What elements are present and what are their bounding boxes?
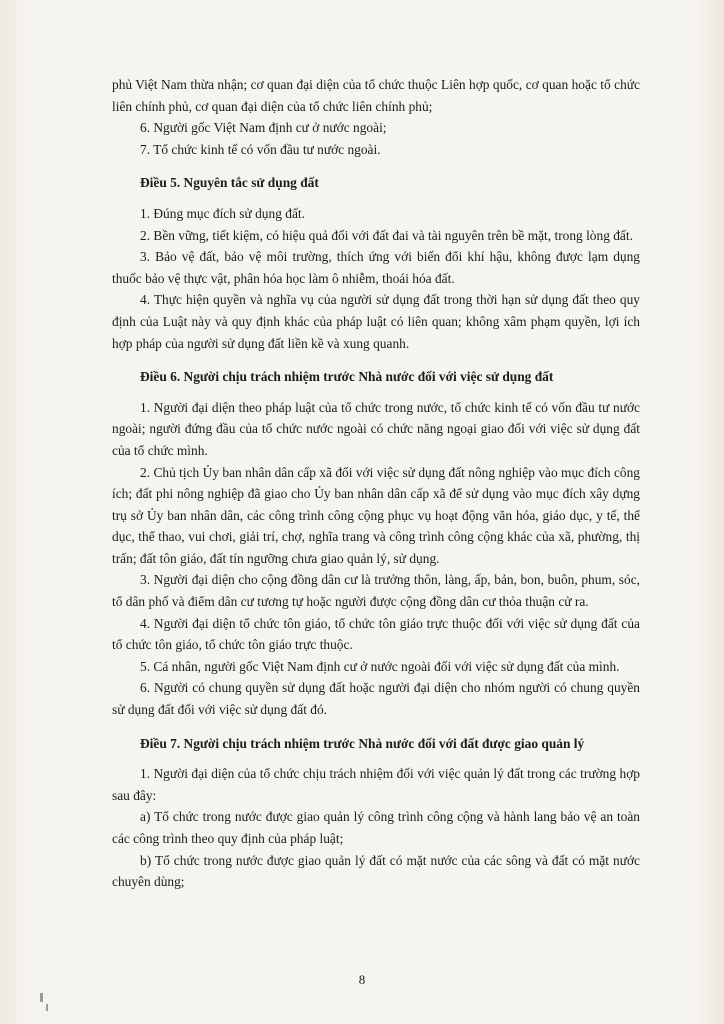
paragraph: 2. Chủ tịch Ủy ban nhân dân cấp xã đối với việc sử dụng đất nông nghiệp vào mục đích công ích; đất phi nông nghiệp đã giao cho Ủy ban nhân dân cấp xã để sử dụng vào mục đích xây dựng trụ sở Ủy ban nhân dân, các công trình công cộng phục vụ hoạt động văn hóa, giáo dục, y tế, thể dục, thể thao, vui chơi, giải trí, chợ, nghĩa trang và công trình công cộng khác của xã, phường, thị trấn; đất tôn giáo, đất tín ngưỡng chưa giao quản lý, sử dụng. bbox=[112, 464, 640, 566]
article-heading: Điều 6. Người chịu trách nhiệm trước Nhà nước đối với việc sử dụng đất bbox=[140, 369, 554, 385]
page-number: 8 bbox=[358, 972, 366, 987]
paragraph: a) Tổ chức trong nước được giao quản lý công trình công cộng và hành lang bảo vệ an toàn các công trình theo quy định của pháp luật; bbox=[112, 809, 640, 846]
paragraph: 5. Cá nhân, người gốc Việt Nam định cư ở nước ngoài đối với việc sử dụng đất của mình. bbox=[140, 658, 620, 674]
paragraph: 3. Người đại diện cho cộng đồng dân cư là trưởng thôn, làng, ấp, bản, bon, buôn, phum, sóc, tổ dân phố và điểm dân cư tương tự hoặc người được cộng đồng dân cư thỏa thuận cử ra. bbox=[112, 572, 640, 610]
paragraph: 6. Người gốc Việt Nam định cư ở nước ngoài; bbox=[140, 120, 387, 136]
paragraph: 7. Tổ chức kinh tế có vốn đầu tư nước ngoài. bbox=[140, 141, 381, 157]
paragraph: 1. Người đại diện theo pháp luật của tổ chức trong nước, tổ chức kinh tế có vốn đầu tư nước ngoài; người đứng đầu của tổ chức nước ngoài có chức năng ngoại giao đối với việc sử dụng đất của tổ chức mình. bbox=[112, 399, 640, 458]
paragraph: 1. Đúng mục đích sử dụng đất. bbox=[140, 205, 305, 221]
scan-mark bbox=[40, 993, 43, 1002]
paragraph: 1. Người đại diện của tổ chức chịu trách nhiệm đối với việc quản lý đất trong các trường hợp sau đây: bbox=[112, 766, 640, 803]
article-heading: Điều 7. Người chịu trách nhiệm trước Nhà nước đối với đất được giao quản lý bbox=[140, 735, 585, 751]
document-body bbox=[112, 74, 640, 893]
paragraph: phủ Việt Nam thừa nhận; cơ quan đại diện của tổ chức thuộc Liên hợp quốc, cơ quan hoặc tổ chức liên chính phủ, cơ quan đại diện của tổ chức liên chính phủ; bbox=[112, 77, 640, 114]
paragraph: b) Tổ chức trong nước được giao quản lý đất có mặt nước của các sông và đất có mặt nước chuyên dùng; bbox=[112, 852, 640, 890]
article-heading: Điều 5. Nguyên tắc sử dụng đất bbox=[140, 175, 319, 191]
paragraph: 6. Người có chung quyền sử dụng đất hoặc người đại diện cho nhóm người có chung quyền sử dụng đất đối với việc sử dụng đất đó. bbox=[112, 680, 640, 718]
paragraph: 3. Bảo vệ đất, bảo vệ môi trường, thích ứng với biến đổi khí hậu, không được lạm dụng thuốc bảo vệ thực vật, phân hóa học làm ô nhiễm, thoái hóa đất. bbox=[112, 249, 640, 286]
paragraph: 2. Bền vững, tiết kiệm, có hiệu quả đối với đất đai và tài nguyên trên bề mặt, trong lòng đất. bbox=[140, 227, 633, 243]
scan-mark bbox=[46, 1004, 48, 1011]
paragraph: 4. Người đại diện tổ chức tôn giáo, tổ chức tôn giáo trực thuộc đối với việc sử dụng đất của tổ chức tôn giáo, tổ chức tôn giáo trực thuộc. bbox=[112, 615, 640, 653]
paragraph: 4. Thực hiện quyền và nghĩa vụ của người sử dụng đất trong thời hạn sử dụng đất theo quy định của Luật này và quy định khác của pháp luật có liên quan; không xâm phạm quyền, lợi ích hợp pháp của người sử dụng đất liền kề và xung quanh. bbox=[112, 292, 640, 351]
